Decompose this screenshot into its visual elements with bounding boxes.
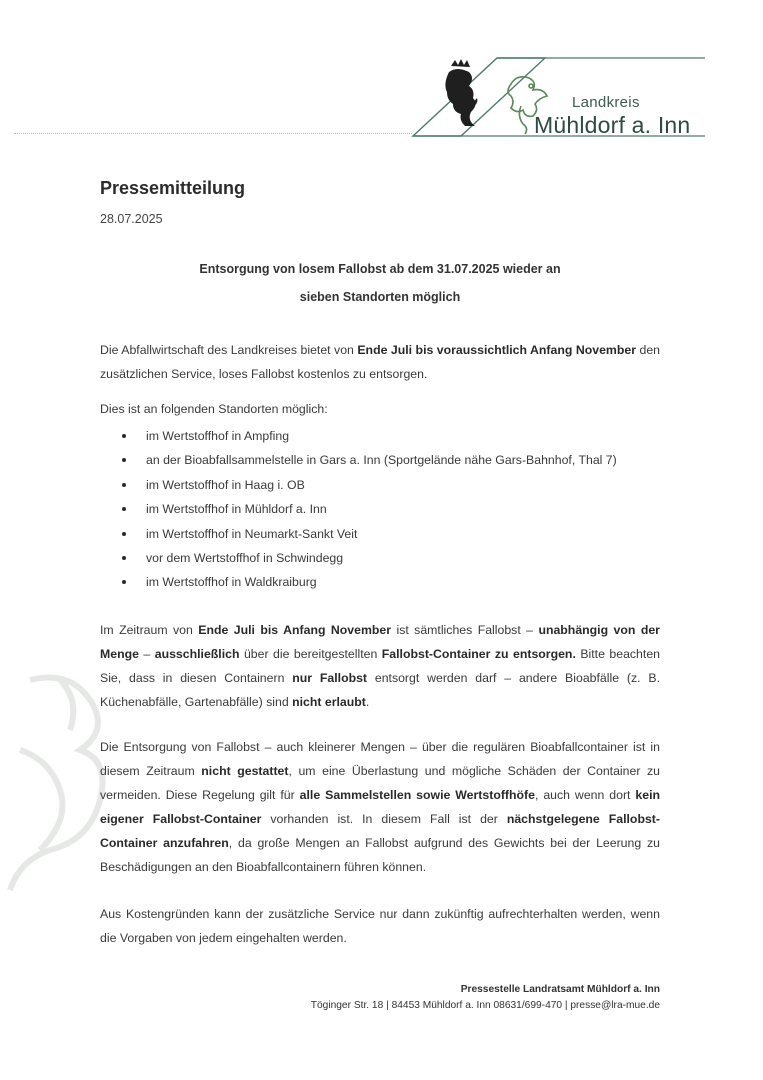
- footer-contact: Töginger Str. 18 | 84453 Mühldorf a. Inn 08631/699-470 | presse@lra-mue.de: [310, 1000, 660, 1011]
- bioabfall-paragraph: Die Entsorgung von Fallobst – auch kleinerer Mengen – über die regulären Bioabfallcontainer ist in diesem Zeitraum nicht gestattet, um eine Überlastung und mögliche Schäden der Container zu vermeiden. Diese Regelung gilt für alle Sammelstellen sowie Wertstoffhöfe, auch wenn dort kein eigener Fallobst-Container vorhanden ist. In diesem Fall ist der nächstgelegene Fallobst-Container anzufahren, da große Mengen an Fallobst aufgrund des Gewichts bei der Leerung zu Beschädigungen an den Bioabfallcontainern führen können.: [100, 740, 661, 874]
- list-item: im Wertstoffhof in Neumarkt-Sankt Veit: [100, 522, 700, 546]
- list-item: im Wertstoffhof in Waldkraiburg: [100, 570, 700, 594]
- release-date: 28.07.2025: [100, 212, 163, 226]
- list-item: im Wertstoffhof in Ampfing: [100, 424, 700, 448]
- container-rules-paragraph: Im Zeitraum von Ende Juli bis Anfang November ist sämtliches Fallobst – unabhängig von der Menge – ausschließlich über die bereitgestellten Fallobst-Container zu entsorgen. Bitte beachten Sie, dass in diesen Containern nur Fallobst entsorgt werden darf – andere Bioabfälle (z. B. Küchenabfälle, Gartenabfälle) sind nicht erlaubt.: [100, 623, 660, 709]
- locations-lead: Dies ist an folgenden Standorten möglich:: [100, 402, 328, 416]
- list-item: an der Bioabfallsammelstelle in Gars a. Inn (Sportgelände nähe Gars-Bahnhof, Thal 7): [100, 448, 700, 472]
- logo-text-landkreis: Landkreis: [572, 94, 640, 111]
- list-item: im Wertstoffhof in Haag i. OB: [100, 473, 700, 497]
- footer-office: Pressestelle Landratsamt Mühldorf a. Inn: [460, 984, 660, 995]
- headline-line-2: sieben Standorten möglich: [299, 290, 461, 304]
- page-title: Pressemitteilung: [100, 178, 246, 198]
- closing-paragraph: Aus Kostengründen kann der zusätzliche Service nur dann zukünftig aufrechterhalten werden, wenn die Vorgaben von jedem eingehalten werden.: [100, 907, 660, 945]
- headline-line-1: Entsorgung von losem Fallobst ab dem 31.07.2025 wieder an: [199, 262, 561, 276]
- intro-paragraph: Die Abfallwirtschaft des Landkreises bietet von Ende Juli bis voraussichtlich Anfang November den zusätzlichen Service, loses Fallobst kostenlos zu entsorgen.: [100, 343, 660, 381]
- logo-text-district: Mühldorf a. Inn: [534, 112, 691, 138]
- header-divider: [14, 133, 412, 134]
- list-item: im Wertstoffhof in Mühldorf a. Inn: [100, 497, 700, 521]
- list-item: vor dem Wertstoffhof in Schwindegg: [100, 546, 700, 570]
- locations-list: [100, 424, 700, 595]
